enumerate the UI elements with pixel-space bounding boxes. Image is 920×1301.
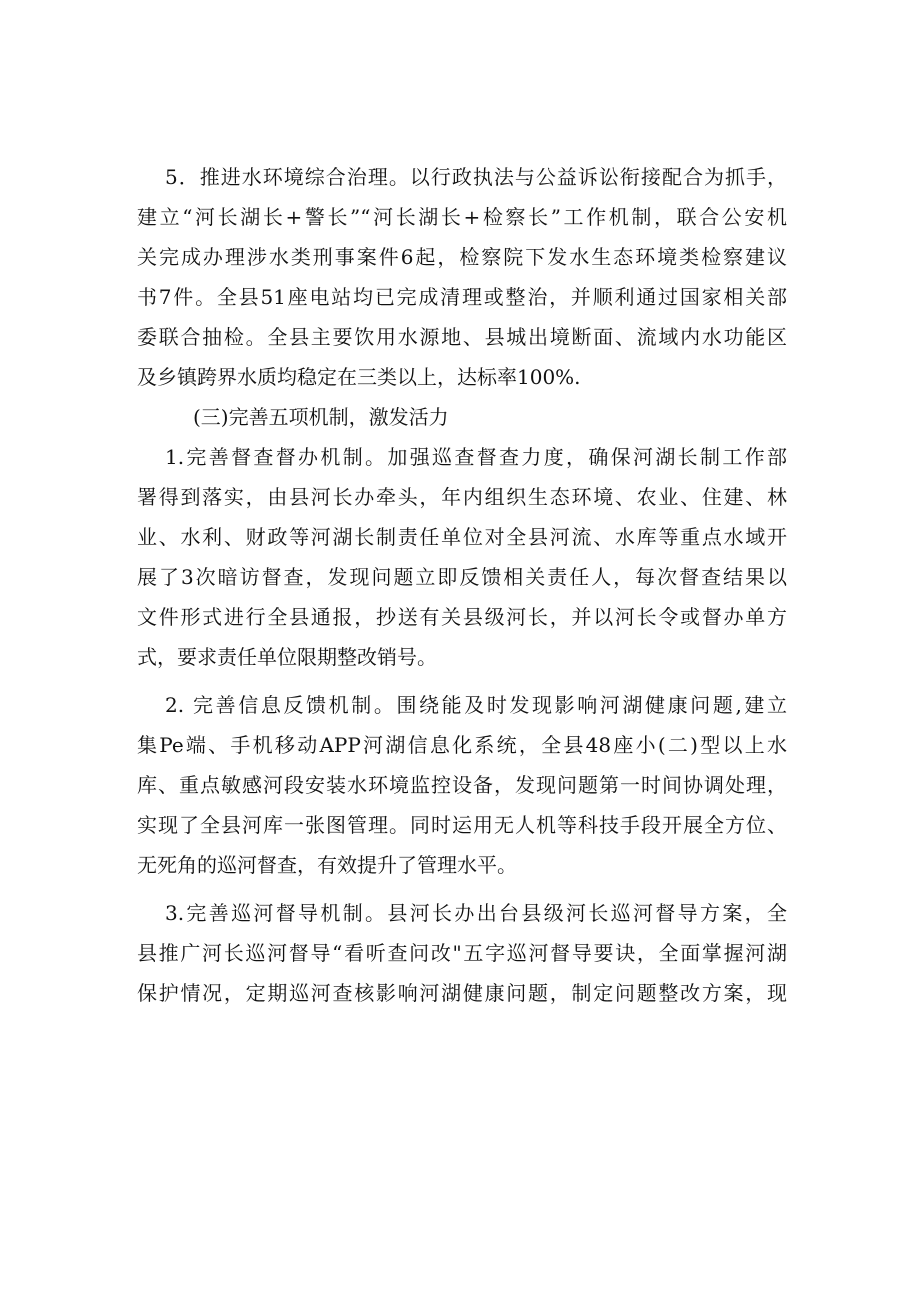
text-line: 1.完善督查督办机制。加强巡查督查力度，确保河湖长制工作部 — [165, 445, 787, 469]
paragraph-gap — [137, 677, 787, 685]
text-line: 无死角的巡河督查，有效提升了管理水平。 — [137, 853, 517, 877]
text-line: 展了3次暗访督查，发现问题立即反馈相关责任人，每次督查结果以 — [137, 565, 787, 589]
text-line: 式，要求责任单位限期整改销号。 — [137, 645, 437, 669]
text-line: 业、水利、财政等河湖长制责任单位对全县河流、水库等重点水域开 — [137, 525, 787, 549]
text-line: 关完成办理涉水类刑事案件6起，检察院下发水生态环境类检察建议 — [137, 245, 787, 269]
section-heading — [137, 397, 787, 437]
text-line: 实现了全县河库一张图管理。同时运用无人机等科技手段开展全方位、 — [137, 813, 787, 837]
text-line: 文件形式进行全县通报，抄送有关县级河长，并以河长令或督办单方 — [137, 605, 787, 629]
heading-text: (三)完善五项机制，激发活力 — [193, 405, 449, 429]
text-line: 县推广河长巡河督导“看听查问改"五字巡河督导要诀，全面掌握河湖 — [137, 941, 787, 965]
paragraph-gap — [137, 885, 787, 893]
text-line: 书7件。全县51座电站均已完成清理或整治，并顺利通过国家相关部 — [137, 285, 787, 309]
paragraph-water-environment — [137, 157, 787, 397]
text-line: 委联合抽检。全县主要饮用水源地、县城出境断面、流域内水功能区 — [137, 325, 787, 349]
text-line: 库、重点敏感河段安装水环境监控设备，发现问题第一时间协调处理， — [137, 773, 787, 797]
text-line: 集Pe端、手机移动APP河湖信息化系统，全县48座小(二)型以上水 — [137, 733, 787, 757]
text-line: 建立“河长湖长+警长”“河长湖长+检察长”工作机制，联合公安机 — [137, 205, 787, 229]
text-line: 5．推进水环境综合治理。以行政执法与公益诉讼衔接配合为抓手， — [165, 165, 787, 189]
text-line: 2. 完善信息反馈机制。围绕能及时发现影响河湖健康问题,建立 — [165, 693, 787, 717]
document-body — [137, 157, 787, 1013]
text-line: 3.完善巡河督导机制。县河长办出台县级河长巡河督导方案，全 — [165, 901, 787, 925]
paragraph-supervision — [137, 437, 787, 677]
text-line: 署得到落实，由县河长办牵头，年内组织生态环境、农业、住建、林 — [137, 485, 787, 509]
paragraph-patrol-guidance — [137, 893, 787, 1013]
text-line: 保护情况，定期巡河查核影响河湖健康问题，制定问题整改方案，现 — [137, 981, 787, 1005]
paragraph-information-feedback — [137, 685, 787, 885]
text-line: 及乡镇跨界水质均稳定在三类以上，达标率100%. — [137, 365, 581, 389]
